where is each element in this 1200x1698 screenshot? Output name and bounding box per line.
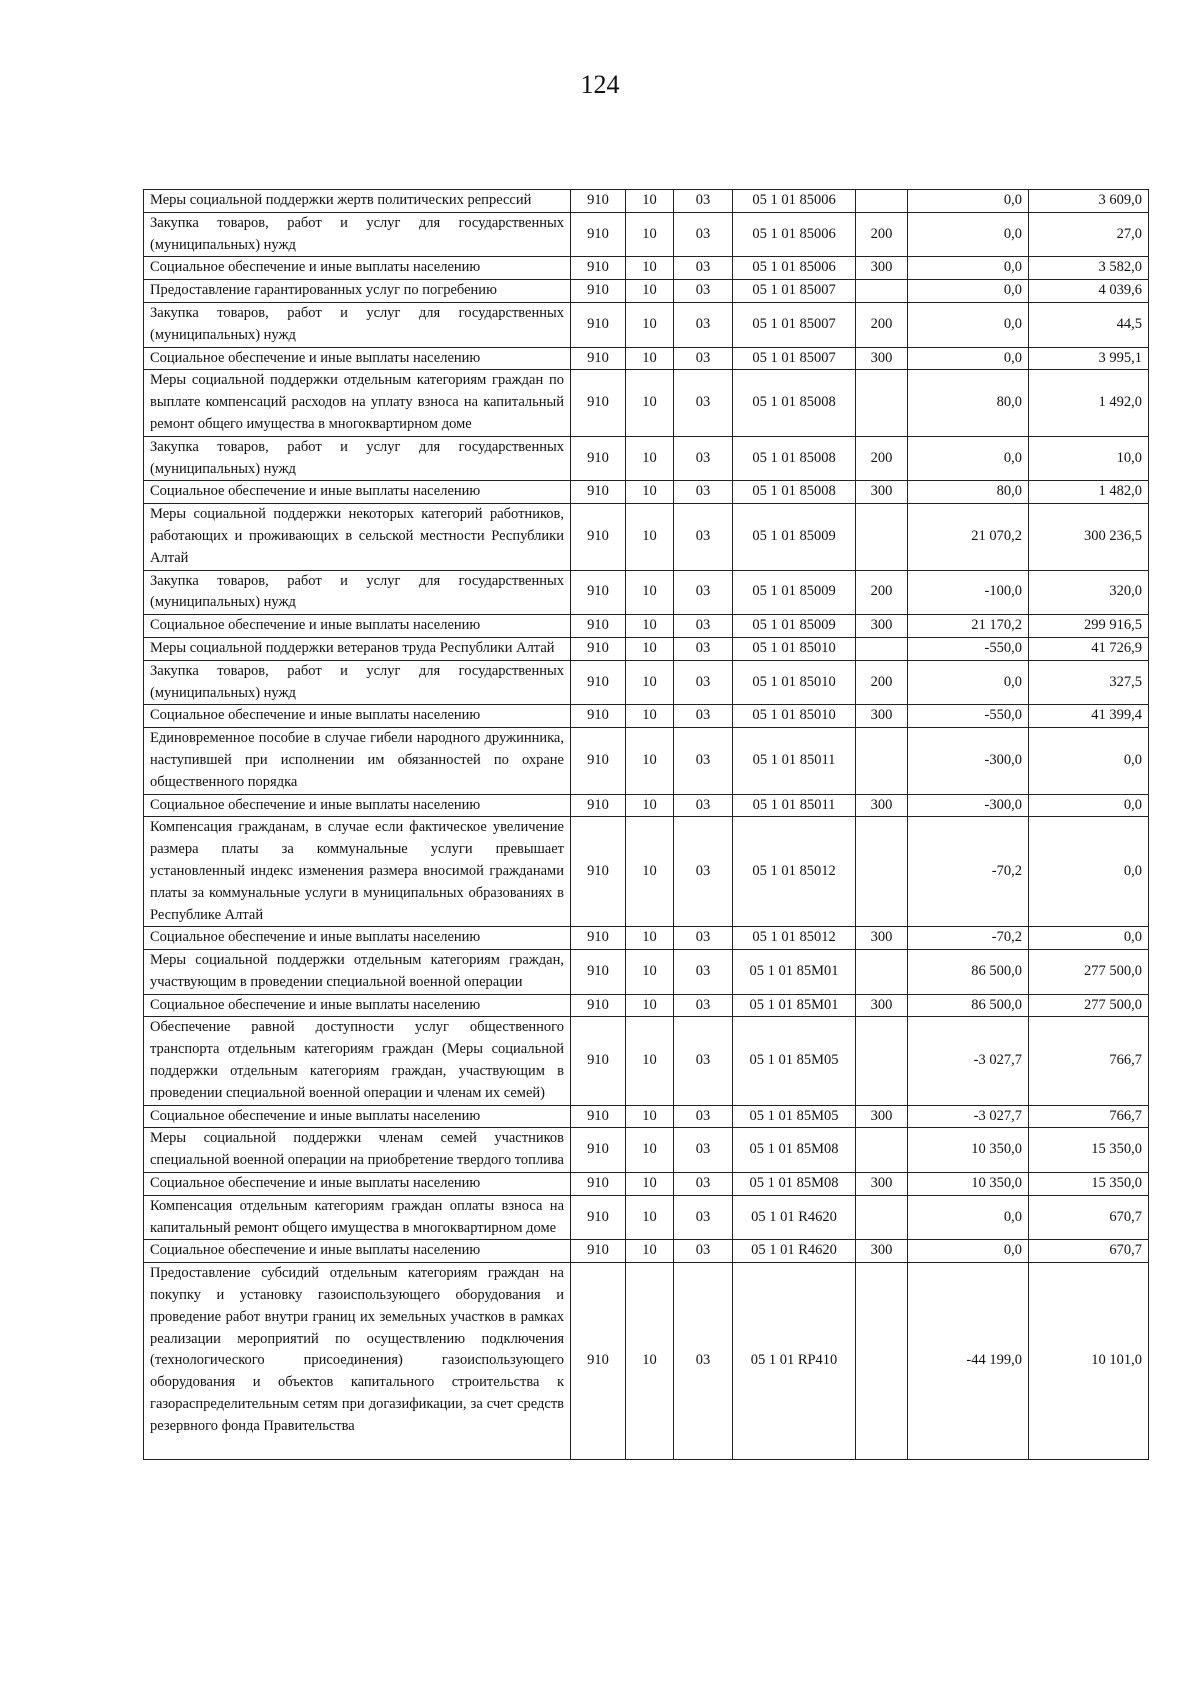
row-expense-type: 300 (856, 1240, 908, 1263)
row-section-code: 10 (626, 504, 674, 570)
table-row (144, 728, 1149, 794)
row-amount-change: 86 500,0 (908, 994, 1029, 1017)
row-amount-total: 10,0 (1029, 436, 1149, 481)
row-ved-code: 910 (571, 257, 626, 280)
row-ved-code: 910 (571, 1195, 626, 1240)
row-subsection-code: 03 (674, 570, 733, 615)
row-target-article: 05 1 01 RP410 (733, 1263, 856, 1460)
row-name: Закупка товаров, работ и услуг для государственных (муниципальных) нужд (144, 660, 571, 705)
row-amount-change: 86 500,0 (908, 950, 1029, 995)
row-amount-total: 15 350,0 (1029, 1128, 1149, 1173)
table-row (144, 1128, 1149, 1173)
row-target-article: 05 1 01 85010 (733, 637, 856, 660)
row-target-article: 05 1 01 85М05 (733, 1017, 856, 1105)
table-row (144, 1240, 1149, 1263)
row-expense-type (856, 950, 908, 995)
row-ved-code: 910 (571, 950, 626, 995)
row-amount-change: -3 027,7 (908, 1105, 1029, 1128)
row-amount-change: -300,0 (908, 794, 1029, 817)
row-amount-total: 766,7 (1029, 1017, 1149, 1105)
row-amount-change: -300,0 (908, 728, 1029, 794)
row-amount-total: 300 236,5 (1029, 504, 1149, 570)
row-amount-change: 80,0 (908, 481, 1029, 504)
row-amount-total: 3 995,1 (1029, 347, 1149, 370)
row-subsection-code: 03 (674, 794, 733, 817)
row-section-code: 10 (626, 436, 674, 481)
row-ved-code: 910 (571, 927, 626, 950)
row-target-article: 05 1 01 85009 (733, 504, 856, 570)
row-ved-code: 910 (571, 504, 626, 570)
table-row (144, 190, 1149, 213)
row-name: Социальное обеспечение и иные выплаты населению (144, 794, 571, 817)
row-ved-code: 910 (571, 637, 626, 660)
table-row (144, 817, 1149, 927)
row-subsection-code: 03 (674, 950, 733, 995)
row-expense-type (856, 1017, 908, 1105)
table-row (144, 1017, 1149, 1105)
table-row (144, 1263, 1149, 1460)
table-row (144, 257, 1149, 280)
row-amount-total: 277 500,0 (1029, 994, 1149, 1017)
row-subsection-code: 03 (674, 280, 733, 303)
row-name: Меры социальной поддержки отдельным категориям граждан по выплате компенсаций расходов на уплату взноса на капитальный ремонт общего имущества в многоквартирном доме (144, 370, 571, 436)
row-subsection-code: 03 (674, 481, 733, 504)
row-subsection-code: 03 (674, 927, 733, 950)
row-name: Социальное обеспечение и иные выплаты населению (144, 1105, 571, 1128)
row-ved-code: 910 (571, 570, 626, 615)
row-target-article: 05 1 01 85М08 (733, 1128, 856, 1173)
row-ved-code: 910 (571, 1017, 626, 1105)
row-section-code: 10 (626, 1195, 674, 1240)
row-amount-total: 766,7 (1029, 1105, 1149, 1128)
row-target-article: 05 1 01 85007 (733, 280, 856, 303)
row-amount-total: 41 726,9 (1029, 637, 1149, 660)
table-row (144, 504, 1149, 570)
row-amount-change: -3 027,7 (908, 1017, 1029, 1105)
row-target-article: 05 1 01 R4620 (733, 1240, 856, 1263)
row-section-code: 10 (626, 370, 674, 436)
row-subsection-code: 03 (674, 1195, 733, 1240)
row-amount-change: -70,2 (908, 927, 1029, 950)
row-amount-change: 21 170,2 (908, 615, 1029, 638)
table-row (144, 436, 1149, 481)
row-subsection-code: 03 (674, 728, 733, 794)
row-subsection-code: 03 (674, 1105, 733, 1128)
row-amount-total: 670,7 (1029, 1240, 1149, 1263)
row-ved-code: 910 (571, 1240, 626, 1263)
row-target-article: 05 1 01 85М05 (733, 1105, 856, 1128)
table-row (144, 481, 1149, 504)
row-section-code: 10 (626, 257, 674, 280)
row-section-code: 10 (626, 728, 674, 794)
row-amount-total: 299 916,5 (1029, 615, 1149, 638)
row-amount-change: -44 199,0 (908, 1263, 1029, 1460)
row-target-article: 05 1 01 85010 (733, 660, 856, 705)
row-target-article: 05 1 01 85012 (733, 927, 856, 950)
row-amount-change: 0,0 (908, 347, 1029, 370)
row-expense-type: 200 (856, 302, 908, 347)
row-subsection-code: 03 (674, 1263, 733, 1460)
row-section-code: 10 (626, 570, 674, 615)
row-expense-type (856, 728, 908, 794)
row-expense-type: 300 (856, 481, 908, 504)
row-amount-change: 0,0 (908, 212, 1029, 257)
row-expense-type: 200 (856, 212, 908, 257)
row-section-code: 10 (626, 994, 674, 1017)
row-target-article: 05 1 01 R4620 (733, 1195, 856, 1240)
row-expense-type (856, 817, 908, 927)
table-row (144, 1173, 1149, 1196)
row-amount-change: 0,0 (908, 190, 1029, 213)
row-section-code: 10 (626, 302, 674, 347)
row-amount-total: 3 582,0 (1029, 257, 1149, 280)
row-section-code: 10 (626, 1263, 674, 1460)
row-expense-type: 300 (856, 1105, 908, 1128)
row-name: Меры социальной поддержки жертв политических репрессий (144, 190, 571, 213)
row-target-article: 05 1 01 85006 (733, 257, 856, 280)
row-subsection-code: 03 (674, 347, 733, 370)
table-row (144, 660, 1149, 705)
row-section-code: 10 (626, 817, 674, 927)
row-amount-change: -550,0 (908, 705, 1029, 728)
row-section-code: 10 (626, 190, 674, 213)
row-subsection-code: 03 (674, 1017, 733, 1105)
row-section-code: 10 (626, 950, 674, 995)
row-name: Меры социальной поддержки отдельным категориям граждан, участвующим в проведении специальной военной операции (144, 950, 571, 995)
table-row (144, 570, 1149, 615)
row-ved-code: 910 (571, 436, 626, 481)
row-subsection-code: 03 (674, 660, 733, 705)
row-target-article: 05 1 01 85011 (733, 794, 856, 817)
row-amount-change: -100,0 (908, 570, 1029, 615)
row-expense-type (856, 504, 908, 570)
row-amount-total: 0,0 (1029, 927, 1149, 950)
row-section-code: 10 (626, 481, 674, 504)
row-expense-type: 300 (856, 794, 908, 817)
row-name: Закупка товаров, работ и услуг для государственных (муниципальных) нужд (144, 570, 571, 615)
row-expense-type (856, 637, 908, 660)
row-target-article: 05 1 01 85007 (733, 302, 856, 347)
budget-table (143, 189, 1149, 1460)
row-name (144, 1263, 571, 1460)
row-name: Закупка товаров, работ и услуг для государственных (муниципальных) нужд (144, 436, 571, 481)
row-section-code: 10 (626, 637, 674, 660)
row-name: Социальное обеспечение и иные выплаты населению (144, 927, 571, 950)
row-name-text: Предоставление субсидий отдельным категориям граждан на покупку и установку газоиспользующего оборудования и проведение работ внутри границ их земельных участков в рамках реализации мероприятий по осуществлению подключения (технологического присоединения) газоиспользующего оборудования и объектов капитального строительства к газораспределительным сетям при догазификации, за счет средств резервного фонда Правительства (150, 1265, 564, 1434)
row-amount-total: 0,0 (1029, 728, 1149, 794)
row-expense-type: 300 (856, 257, 908, 280)
row-subsection-code: 03 (674, 190, 733, 213)
row-ved-code: 910 (571, 347, 626, 370)
row-target-article: 05 1 01 85009 (733, 615, 856, 638)
row-target-article: 05 1 01 85011 (733, 728, 856, 794)
row-amount-total: 41 399,4 (1029, 705, 1149, 728)
row-section-code: 10 (626, 1240, 674, 1263)
row-section-code: 10 (626, 1173, 674, 1196)
row-name: Закупка товаров, работ и услуг для государственных (муниципальных) нужд (144, 212, 571, 257)
row-amount-total: 10 101,0 (1029, 1263, 1149, 1460)
page-number: 124 (580, 70, 620, 99)
table-row (144, 950, 1149, 995)
row-target-article: 05 1 01 85006 (733, 212, 856, 257)
row-target-article: 05 1 01 85009 (733, 570, 856, 615)
row-ved-code: 910 (571, 370, 626, 436)
row-target-article: 05 1 01 85М08 (733, 1173, 856, 1196)
row-ved-code: 910 (571, 728, 626, 794)
row-section-code: 10 (626, 615, 674, 638)
row-target-article: 05 1 01 85006 (733, 190, 856, 213)
row-expense-type (856, 370, 908, 436)
row-ved-code: 910 (571, 1263, 626, 1460)
row-amount-change: 0,0 (908, 280, 1029, 303)
row-amount-change: 10 350,0 (908, 1128, 1029, 1173)
row-subsection-code: 03 (674, 1173, 733, 1196)
row-name: Социальное обеспечение и иные выплаты населению (144, 1240, 571, 1263)
table-row (144, 280, 1149, 303)
row-target-article: 05 1 01 85012 (733, 817, 856, 927)
row-name: Закупка товаров, работ и услуг для государственных (муниципальных) нужд (144, 302, 571, 347)
row-expense-type: 300 (856, 927, 908, 950)
row-ved-code: 910 (571, 302, 626, 347)
row-amount-change: 0,0 (908, 1240, 1029, 1263)
row-ved-code: 910 (571, 1105, 626, 1128)
row-expense-type: 200 (856, 570, 908, 615)
row-section-code: 10 (626, 705, 674, 728)
row-name: Обеспечение равной доступности услуг общественного транспорта отдельным категориям граждан (Меры социальной поддержки отдельным категориям граждан, участвующим в проведении специальной военной операции и членам их семей) (144, 1017, 571, 1105)
row-target-article: 05 1 01 85М01 (733, 994, 856, 1017)
row-expense-type: 300 (856, 1173, 908, 1196)
row-ved-code: 910 (571, 280, 626, 303)
row-name: Социальное обеспечение и иные выплаты населению (144, 994, 571, 1017)
row-amount-total: 27,0 (1029, 212, 1149, 257)
row-amount-change: 21 070,2 (908, 504, 1029, 570)
row-amount-total: 1 492,0 (1029, 370, 1149, 436)
table-row (144, 794, 1149, 817)
row-amount-change: 80,0 (908, 370, 1029, 436)
row-section-code: 10 (626, 1105, 674, 1128)
row-ved-code: 910 (571, 212, 626, 257)
row-section-code: 10 (626, 280, 674, 303)
row-expense-type: 300 (856, 994, 908, 1017)
row-amount-total: 320,0 (1029, 570, 1149, 615)
row-amount-total: 4 039,6 (1029, 280, 1149, 303)
row-name: Меры социальной поддержки ветеранов труда Республики Алтай (144, 637, 571, 660)
row-section-code: 10 (626, 1128, 674, 1173)
table-row (144, 302, 1149, 347)
row-section-code: 10 (626, 347, 674, 370)
row-expense-type (856, 1128, 908, 1173)
row-name: Социальное обеспечение и иные выплаты населению (144, 615, 571, 638)
row-expense-type (856, 190, 908, 213)
row-subsection-code: 03 (674, 994, 733, 1017)
row-ved-code: 910 (571, 794, 626, 817)
row-ved-code: 910 (571, 660, 626, 705)
row-section-code: 10 (626, 927, 674, 950)
row-target-article: 05 1 01 85010 (733, 705, 856, 728)
row-subsection-code: 03 (674, 370, 733, 436)
row-ved-code: 910 (571, 994, 626, 1017)
table-row (144, 994, 1149, 1017)
row-section-code: 10 (626, 794, 674, 817)
row-expense-type: 300 (856, 347, 908, 370)
row-subsection-code: 03 (674, 1128, 733, 1173)
row-subsection-code: 03 (674, 817, 733, 927)
row-ved-code: 910 (571, 190, 626, 213)
row-expense-type (856, 1195, 908, 1240)
table-row (144, 637, 1149, 660)
row-subsection-code: 03 (674, 212, 733, 257)
table-row (144, 927, 1149, 950)
row-expense-type (856, 1263, 908, 1460)
row-subsection-code: 03 (674, 302, 733, 347)
row-amount-change: 10 350,0 (908, 1173, 1029, 1196)
row-expense-type: 200 (856, 436, 908, 481)
table-row (144, 1195, 1149, 1240)
row-amount-total: 0,0 (1029, 817, 1149, 927)
row-name: Социальное обеспечение и иные выплаты населению (144, 481, 571, 504)
row-ved-code: 910 (571, 705, 626, 728)
budget-table-body (144, 190, 1149, 1460)
row-name: Социальное обеспечение и иные выплаты населению (144, 257, 571, 280)
row-ved-code: 910 (571, 615, 626, 638)
row-section-code: 10 (626, 660, 674, 705)
row-amount-change: 0,0 (908, 436, 1029, 481)
row-subsection-code: 03 (674, 436, 733, 481)
table-row (144, 615, 1149, 638)
row-amount-change: 0,0 (908, 1195, 1029, 1240)
row-ved-code: 910 (571, 817, 626, 927)
row-name: Социальное обеспечение и иные выплаты населению (144, 1173, 571, 1196)
row-amount-total: 327,5 (1029, 660, 1149, 705)
row-name: Социальное обеспечение и иные выплаты населению (144, 705, 571, 728)
row-name: Единовременное пособие в случае гибели народного дружинника, наступившей при исполнении им обязанностей по охране общественного порядка (144, 728, 571, 794)
row-target-article: 05 1 01 85М01 (733, 950, 856, 995)
row-subsection-code: 03 (674, 615, 733, 638)
row-amount-change: -550,0 (908, 637, 1029, 660)
row-amount-change: 0,0 (908, 302, 1029, 347)
row-subsection-code: 03 (674, 637, 733, 660)
row-amount-total: 277 500,0 (1029, 950, 1149, 995)
row-amount-total: 0,0 (1029, 794, 1149, 817)
row-name: Предоставление гарантированных услуг по погребению (144, 280, 571, 303)
row-amount-change: 0,0 (908, 660, 1029, 705)
row-target-article: 05 1 01 85007 (733, 347, 856, 370)
row-name: Меры социальной поддержки некоторых категорий работников, работающих и проживающих в сельской местности Республики Алтай (144, 504, 571, 570)
row-subsection-code: 03 (674, 705, 733, 728)
table-row (144, 370, 1149, 436)
row-section-code: 10 (626, 212, 674, 257)
row-subsection-code: 03 (674, 1240, 733, 1263)
row-subsection-code: 03 (674, 257, 733, 280)
row-amount-total: 3 609,0 (1029, 190, 1149, 213)
row-amount-total: 1 482,0 (1029, 481, 1149, 504)
row-expense-type: 300 (856, 615, 908, 638)
row-expense-type: 300 (856, 705, 908, 728)
row-subsection-code: 03 (674, 504, 733, 570)
row-name: Компенсация гражданам, в случае если фактическое увеличение размера платы за коммунальные услуги превышает установленный индекс изменения размера вносимой гражданами платы за коммунальные услуги в муниципальных образованиях в Республике Алтай (144, 817, 571, 927)
row-name: Компенсация отдельным категориям граждан оплаты взноса на капитальный ремонт общего имущества в многоквартирном доме (144, 1195, 571, 1240)
row-ved-code: 910 (571, 1173, 626, 1196)
row-target-article: 05 1 01 85008 (733, 370, 856, 436)
row-target-article: 05 1 01 85008 (733, 481, 856, 504)
row-ved-code: 910 (571, 1128, 626, 1173)
row-amount-total: 44,5 (1029, 302, 1149, 347)
row-target-article: 05 1 01 85008 (733, 436, 856, 481)
row-expense-type (856, 280, 908, 303)
table-row (144, 347, 1149, 370)
table-row (144, 212, 1149, 257)
row-expense-type: 200 (856, 660, 908, 705)
row-amount-change: 0,0 (908, 257, 1029, 280)
row-ved-code: 910 (571, 481, 626, 504)
table-row (144, 1105, 1149, 1128)
row-amount-total: 15 350,0 (1029, 1173, 1149, 1196)
table-row (144, 705, 1149, 728)
row-name: Социальное обеспечение и иные выплаты населению (144, 347, 571, 370)
row-section-code: 10 (626, 1017, 674, 1105)
row-amount-change: -70,2 (908, 817, 1029, 927)
row-amount-total: 670,7 (1029, 1195, 1149, 1240)
row-name: Меры социальной поддержки членам семей участников специальной военной операции на приобретение твердого топлива (144, 1128, 571, 1173)
